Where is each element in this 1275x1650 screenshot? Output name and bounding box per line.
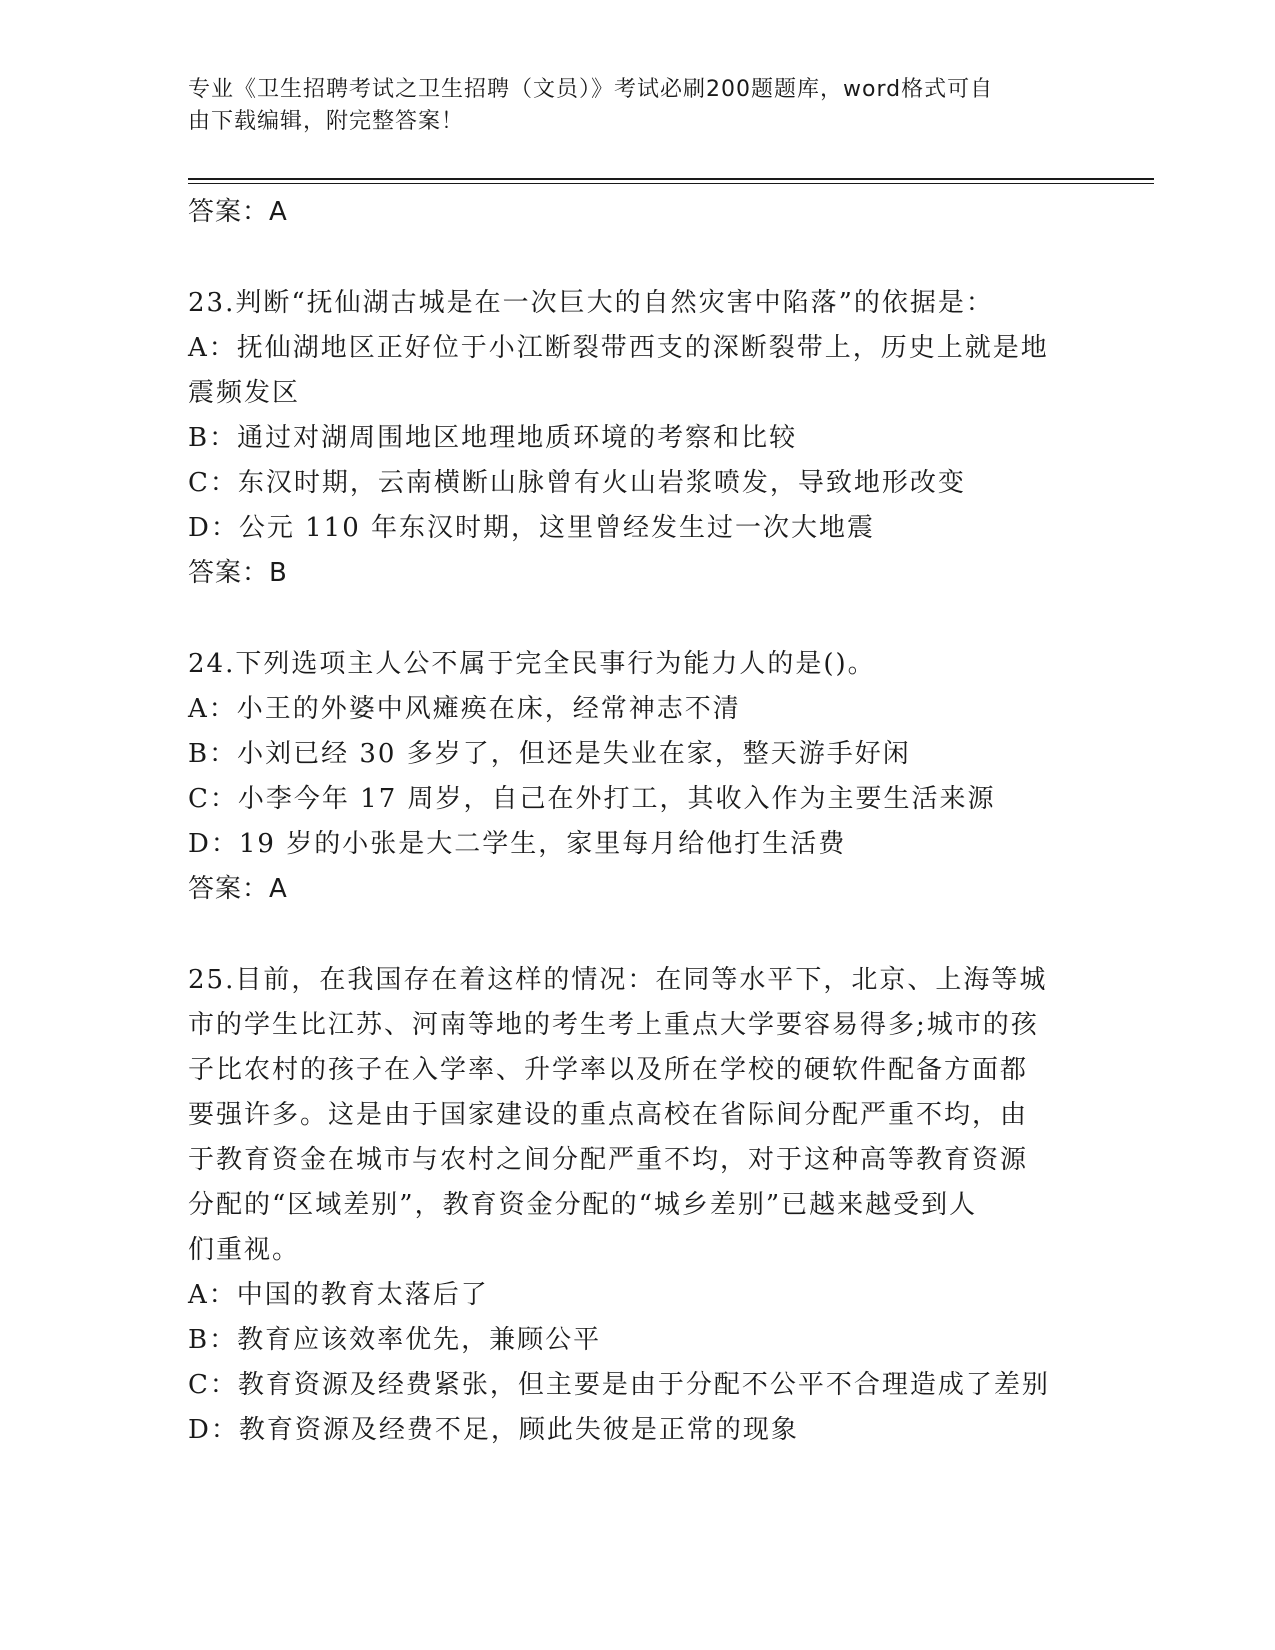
spacer: [188, 235, 1088, 281]
question-25-text-line-6: 分配的“区域差别”，教育资金分配的“城乡差别”已越来越受到人: [188, 1190, 978, 1220]
question-23-option-b: B：通过对湖周围地区地理地质环境的考察和比较: [188, 423, 798, 453]
question-24-text: 24.下列选项主人公不属于完全民事行为能力人的是()。: [188, 649, 876, 679]
document-body: [188, 190, 1088, 1453]
question-23-option-d: D：公元 110 年东汉时期，这里曾经发生过一次大地震: [188, 513, 876, 543]
question-25: [188, 958, 1088, 1453]
question-25-text-line-4: 要强许多。这是由于国家建设的重点高校在省际间分配严重不均，由: [188, 1100, 1029, 1130]
document-header: [188, 74, 1068, 138]
question-24-answer: 答案：A: [188, 874, 288, 904]
question-25-text-line-3: 子比农村的孩子在入学率、升学率以及所在学校的硬软件配备方面都: [188, 1055, 1029, 1085]
question-25-option-a: A：中国的教育太落后了: [188, 1280, 489, 1310]
question-24-option-b: B：小刘已经 30 多岁了，但还是失业在家，整天游手好闲: [188, 739, 911, 769]
question-23: [188, 281, 1088, 596]
question-25-text-line-2: 市的学生比江苏、河南等地的考生考上重点大学要容易得多;城市的孩: [188, 1010, 1039, 1040]
question-25-text-line-5: 于教育资金在城市与农村之间分配严重不均，对于这种高等教育资源: [188, 1145, 1029, 1175]
question-23-text: 23.判断“抚仙湖古城是在一次巨大的自然灾害中陷落”的依据是：: [188, 288, 994, 318]
question-23-option-c: C：东汉时期，云南横断山脉曾有火山岩浆喷发，导致地形改变: [188, 468, 966, 498]
header-rule-thick: [188, 178, 1154, 180]
question-25-option-d: D：教育资源及经费不足，顾此失彼是正常的现象: [188, 1415, 799, 1445]
question-23-option-a-line-1: A：抚仙湖地区正好位于小江断裂带西支的深断裂带上，历史上就是地: [188, 333, 1049, 363]
header-line-2: 由下载编辑，附完整答案！: [188, 109, 465, 134]
header-rule-thin: [188, 183, 1154, 184]
question-23-answer: 答案：B: [188, 558, 288, 588]
spacer: [188, 912, 1088, 958]
question-25-option-c: C：教育资源及经费紧张，但主要是由于分配不公平不合理造成了差别: [188, 1370, 1050, 1400]
question-24-option-d: D：19 岁的小张是大二学生，家里每月给他打生活费: [188, 829, 847, 859]
answer-previous: 答案：A: [188, 197, 288, 227]
question-25-text-line-1: 25.目前，在我国存在着这样的情况：在同等水平下，北京、上海等城: [188, 965, 1048, 995]
header-line-1: 专业《卫生招聘考试之卫生招聘（文员）》考试必刷200题题库，word格式可自: [188, 77, 994, 102]
question-23-option-a-line-2: 震频发区: [188, 378, 301, 408]
spacer: [188, 596, 1088, 642]
question-24: [188, 642, 1088, 912]
question-24-option-c: C：小李今年 17 周岁，自己在外打工，其收入作为主要生活来源: [188, 784, 996, 814]
question-24-option-a: A：小王的外婆中风瘫痪在床，经常神志不清: [188, 694, 741, 724]
question-25-text-line-7: 们重视。: [188, 1235, 301, 1265]
question-25-option-b: B：教育应该效率优先，兼顾公平: [188, 1325, 602, 1355]
